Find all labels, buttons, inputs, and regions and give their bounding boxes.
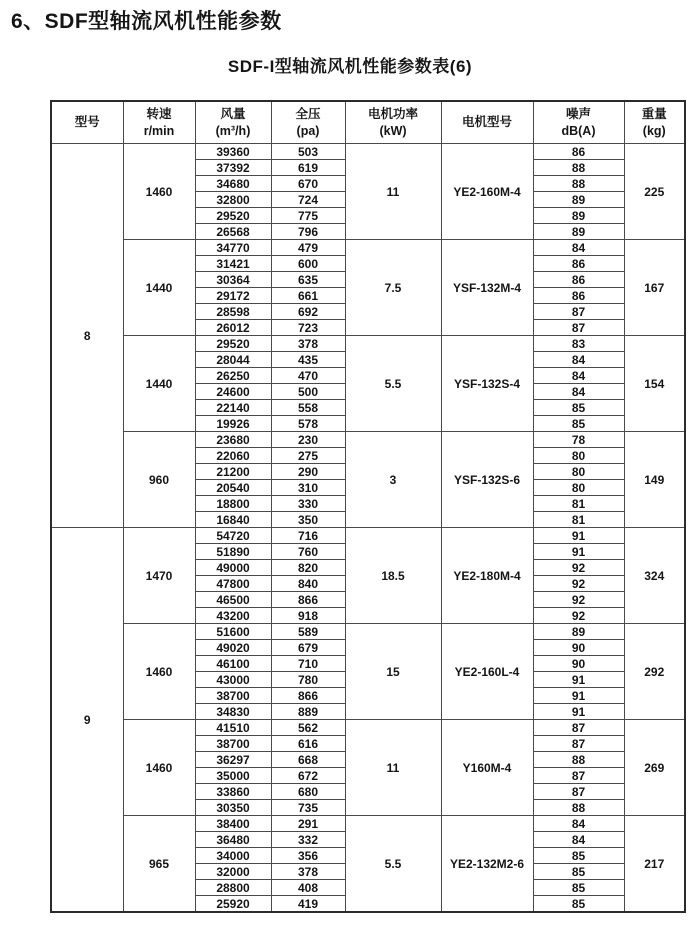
noise-cell: 92 bbox=[533, 576, 624, 592]
pressure-cell: 680 bbox=[271, 784, 345, 800]
table-row bbox=[51, 624, 685, 640]
airflow-cell: 37392 bbox=[195, 160, 271, 176]
pressure-cell: 670 bbox=[271, 176, 345, 192]
column-header-0 bbox=[51, 101, 123, 144]
noise-cell: 87 bbox=[533, 720, 624, 736]
pressure-cell: 408 bbox=[271, 880, 345, 896]
airflow-cell: 26250 bbox=[195, 368, 271, 384]
airflow-cell: 38700 bbox=[195, 688, 271, 704]
table-body bbox=[51, 144, 685, 913]
weight-cell: 225 bbox=[624, 144, 685, 240]
noise-cell: 92 bbox=[533, 592, 624, 608]
noise-cell: 91 bbox=[533, 704, 624, 720]
noise-cell: 87 bbox=[533, 304, 624, 320]
pressure-cell: 435 bbox=[271, 352, 345, 368]
column-header-7 bbox=[624, 101, 685, 144]
airflow-cell: 25920 bbox=[195, 896, 271, 913]
airflow-cell: 43200 bbox=[195, 608, 271, 624]
pressure-cell: 503 bbox=[271, 144, 345, 160]
noise-cell: 89 bbox=[533, 192, 624, 208]
pressure-cell: 796 bbox=[271, 224, 345, 240]
pressure-cell: 735 bbox=[271, 800, 345, 816]
noise-cell: 84 bbox=[533, 384, 624, 400]
column-header-2 bbox=[195, 101, 271, 144]
airflow-cell: 22060 bbox=[195, 448, 271, 464]
airflow-cell: 38400 bbox=[195, 816, 271, 832]
noise-cell: 85 bbox=[533, 416, 624, 432]
column-header-unit: dB(A) bbox=[561, 123, 596, 138]
speed-cell: 1440 bbox=[123, 240, 195, 336]
power-cell: 11 bbox=[345, 144, 441, 240]
pressure-cell: 723 bbox=[271, 320, 345, 336]
airflow-cell: 28598 bbox=[195, 304, 271, 320]
column-header-unit: (kg) bbox=[642, 123, 666, 138]
airflow-cell: 34680 bbox=[195, 176, 271, 192]
noise-cell: 91 bbox=[533, 528, 624, 544]
column-header-1 bbox=[123, 101, 195, 144]
motor-model-cell: YSF-132S-6 bbox=[441, 432, 533, 528]
header-row bbox=[51, 101, 685, 144]
pressure-cell: 661 bbox=[271, 288, 345, 304]
pressure-cell: 589 bbox=[271, 624, 345, 640]
pressure-cell: 760 bbox=[271, 544, 345, 560]
airflow-cell: 36297 bbox=[195, 752, 271, 768]
airflow-cell: 18800 bbox=[195, 496, 271, 512]
airflow-cell: 26012 bbox=[195, 320, 271, 336]
pressure-cell: 330 bbox=[271, 496, 345, 512]
pressure-cell: 668 bbox=[271, 752, 345, 768]
pressure-cell: 470 bbox=[271, 368, 345, 384]
pressure-cell: 310 bbox=[271, 480, 345, 496]
airflow-cell: 54720 bbox=[195, 528, 271, 544]
airflow-cell: 26568 bbox=[195, 224, 271, 240]
pressure-cell: 619 bbox=[271, 160, 345, 176]
noise-cell: 88 bbox=[533, 800, 624, 816]
pressure-cell: 866 bbox=[271, 688, 345, 704]
airflow-cell: 47800 bbox=[195, 576, 271, 592]
airflow-cell: 36480 bbox=[195, 832, 271, 848]
weight-cell: 167 bbox=[624, 240, 685, 336]
pressure-cell: 290 bbox=[271, 464, 345, 480]
pressure-cell: 724 bbox=[271, 192, 345, 208]
noise-cell: 92 bbox=[533, 608, 624, 624]
speed-cell: 960 bbox=[123, 432, 195, 528]
weight-cell: 154 bbox=[624, 336, 685, 432]
pressure-cell: 716 bbox=[271, 528, 345, 544]
airflow-cell: 34770 bbox=[195, 240, 271, 256]
speed-cell: 1460 bbox=[123, 144, 195, 240]
weight-cell: 149 bbox=[624, 432, 685, 528]
airflow-cell: 46500 bbox=[195, 592, 271, 608]
noise-cell: 84 bbox=[533, 368, 624, 384]
power-cell: 11 bbox=[345, 720, 441, 816]
airflow-cell: 29520 bbox=[195, 336, 271, 352]
column-header-unit: (m³/h) bbox=[215, 123, 251, 138]
noise-cell: 85 bbox=[533, 848, 624, 864]
speed-cell: 1460 bbox=[123, 624, 195, 720]
model-cell: 9 bbox=[51, 528, 123, 913]
noise-cell: 80 bbox=[533, 464, 624, 480]
column-header-3 bbox=[271, 101, 345, 144]
noise-cell: 90 bbox=[533, 656, 624, 672]
pressure-cell: 479 bbox=[271, 240, 345, 256]
airflow-cell: 51600 bbox=[195, 624, 271, 640]
column-header-label: 转速 bbox=[146, 107, 172, 122]
pressure-cell: 332 bbox=[271, 832, 345, 848]
noise-cell: 85 bbox=[533, 400, 624, 416]
pressure-cell: 775 bbox=[271, 208, 345, 224]
pressure-cell: 356 bbox=[271, 848, 345, 864]
noise-cell: 88 bbox=[533, 160, 624, 176]
pressure-cell: 840 bbox=[271, 576, 345, 592]
noise-cell: 88 bbox=[533, 752, 624, 768]
pressure-cell: 780 bbox=[271, 672, 345, 688]
noise-cell: 81 bbox=[533, 512, 624, 528]
motor-model-cell: YSF-132S-4 bbox=[441, 336, 533, 432]
airflow-cell: 49000 bbox=[195, 560, 271, 576]
pressure-cell: 679 bbox=[271, 640, 345, 656]
column-header-unit: (pa) bbox=[296, 123, 320, 138]
power-cell: 5.5 bbox=[345, 336, 441, 432]
noise-cell: 86 bbox=[533, 288, 624, 304]
airflow-cell: 19926 bbox=[195, 416, 271, 432]
pressure-cell: 578 bbox=[271, 416, 345, 432]
noise-cell: 87 bbox=[533, 320, 624, 336]
noise-cell: 84 bbox=[533, 352, 624, 368]
airflow-cell: 29520 bbox=[195, 208, 271, 224]
noise-cell: 86 bbox=[533, 272, 624, 288]
airflow-cell: 38700 bbox=[195, 736, 271, 752]
fan-performance-table bbox=[50, 100, 686, 913]
noise-cell: 92 bbox=[533, 560, 624, 576]
noise-cell: 87 bbox=[533, 768, 624, 784]
model-cell: 8 bbox=[51, 144, 123, 528]
weight-cell: 324 bbox=[624, 528, 685, 624]
pressure-cell: 275 bbox=[271, 448, 345, 464]
airflow-cell: 39360 bbox=[195, 144, 271, 160]
noise-cell: 80 bbox=[533, 480, 624, 496]
column-header-5 bbox=[441, 101, 533, 144]
pressure-cell: 562 bbox=[271, 720, 345, 736]
pressure-cell: 600 bbox=[271, 256, 345, 272]
power-cell: 5.5 bbox=[345, 816, 441, 913]
power-cell: 15 bbox=[345, 624, 441, 720]
pressure-cell: 866 bbox=[271, 592, 345, 608]
airflow-cell: 24600 bbox=[195, 384, 271, 400]
motor-model-cell: YE2-180M-4 bbox=[441, 528, 533, 624]
speed-cell: 965 bbox=[123, 816, 195, 913]
power-cell: 7.5 bbox=[345, 240, 441, 336]
motor-model-cell: YE2-132M2-6 bbox=[441, 816, 533, 913]
noise-cell: 86 bbox=[533, 256, 624, 272]
airflow-cell: 29172 bbox=[195, 288, 271, 304]
column-header-4 bbox=[345, 101, 441, 144]
pressure-cell: 291 bbox=[271, 816, 345, 832]
pressure-cell: 558 bbox=[271, 400, 345, 416]
airflow-cell: 28044 bbox=[195, 352, 271, 368]
table-title: SDF-I型轴流风机性能参数表(6) bbox=[227, 57, 473, 76]
airflow-cell: 51890 bbox=[195, 544, 271, 560]
pressure-cell: 500 bbox=[271, 384, 345, 400]
pressure-cell: 350 bbox=[271, 512, 345, 528]
pressure-cell: 230 bbox=[271, 432, 345, 448]
column-header-unit: r/min bbox=[143, 123, 175, 138]
noise-cell: 84 bbox=[533, 240, 624, 256]
noise-cell: 91 bbox=[533, 544, 624, 560]
airflow-cell: 34000 bbox=[195, 848, 271, 864]
column-header-label: 重量 bbox=[641, 107, 667, 122]
airflow-cell: 28800 bbox=[195, 880, 271, 896]
noise-cell: 85 bbox=[533, 880, 624, 896]
airflow-cell: 30364 bbox=[195, 272, 271, 288]
column-header-label: 风量 bbox=[220, 107, 246, 122]
airflow-cell: 33860 bbox=[195, 784, 271, 800]
power-cell: 18.5 bbox=[345, 528, 441, 624]
noise-cell: 89 bbox=[533, 208, 624, 224]
noise-cell: 89 bbox=[533, 224, 624, 240]
table-row bbox=[51, 816, 685, 832]
motor-model-cell: YSF-132M-4 bbox=[441, 240, 533, 336]
airflow-cell: 23680 bbox=[195, 432, 271, 448]
table-row bbox=[51, 336, 685, 352]
noise-cell: 91 bbox=[533, 672, 624, 688]
table-row bbox=[51, 240, 685, 256]
motor-model-cell: YE2-160L-4 bbox=[441, 624, 533, 720]
power-cell: 3 bbox=[345, 432, 441, 528]
airflow-cell: 41510 bbox=[195, 720, 271, 736]
pressure-cell: 419 bbox=[271, 896, 345, 913]
noise-cell: 91 bbox=[533, 688, 624, 704]
airflow-cell: 43000 bbox=[195, 672, 271, 688]
airflow-cell: 21200 bbox=[195, 464, 271, 480]
motor-model-cell: Y160M-4 bbox=[441, 720, 533, 816]
speed-cell: 1470 bbox=[123, 528, 195, 624]
airflow-cell: 32000 bbox=[195, 864, 271, 880]
column-header-label: 噪声 bbox=[565, 107, 591, 122]
noise-cell: 81 bbox=[533, 496, 624, 512]
column-header-label: 电机功率 bbox=[367, 107, 418, 122]
noise-cell: 83 bbox=[533, 336, 624, 352]
table-row bbox=[51, 720, 685, 736]
pressure-cell: 820 bbox=[271, 560, 345, 576]
pressure-cell: 378 bbox=[271, 864, 345, 880]
column-header-label: 全压 bbox=[295, 107, 321, 122]
column-header-unit: (kW) bbox=[379, 123, 407, 138]
table-row bbox=[51, 144, 685, 160]
column-header-label: 型号 bbox=[74, 115, 100, 130]
table-row bbox=[51, 432, 685, 448]
pressure-cell: 692 bbox=[271, 304, 345, 320]
pressure-cell: 672 bbox=[271, 768, 345, 784]
airflow-cell: 20540 bbox=[195, 480, 271, 496]
noise-cell: 88 bbox=[533, 176, 624, 192]
weight-cell: 217 bbox=[624, 816, 685, 913]
motor-model-cell: YE2-160M-4 bbox=[441, 144, 533, 240]
pressure-cell: 378 bbox=[271, 336, 345, 352]
page-title: 6、SDF型轴流风机性能参数 bbox=[11, 10, 282, 33]
airflow-cell: 34830 bbox=[195, 704, 271, 720]
column-header-6 bbox=[533, 101, 624, 144]
noise-cell: 90 bbox=[533, 640, 624, 656]
airflow-cell: 31421 bbox=[195, 256, 271, 272]
noise-cell: 80 bbox=[533, 448, 624, 464]
airflow-cell: 30350 bbox=[195, 800, 271, 816]
noise-cell: 78 bbox=[533, 432, 624, 448]
column-header-label: 电机型号 bbox=[461, 115, 512, 130]
pressure-cell: 889 bbox=[271, 704, 345, 720]
airflow-cell: 49020 bbox=[195, 640, 271, 656]
noise-cell: 84 bbox=[533, 832, 624, 848]
table-row bbox=[51, 528, 685, 544]
noise-cell: 87 bbox=[533, 736, 624, 752]
weight-cell: 269 bbox=[624, 720, 685, 816]
airflow-cell: 16840 bbox=[195, 512, 271, 528]
noise-cell: 87 bbox=[533, 784, 624, 800]
weight-cell: 292 bbox=[624, 624, 685, 720]
pressure-cell: 918 bbox=[271, 608, 345, 624]
noise-cell: 86 bbox=[533, 144, 624, 160]
noise-cell: 89 bbox=[533, 624, 624, 640]
speed-cell: 1460 bbox=[123, 720, 195, 816]
airflow-cell: 35000 bbox=[195, 768, 271, 784]
airflow-cell: 32800 bbox=[195, 192, 271, 208]
pressure-cell: 635 bbox=[271, 272, 345, 288]
pressure-cell: 616 bbox=[271, 736, 345, 752]
table-header bbox=[51, 101, 685, 144]
noise-cell: 85 bbox=[533, 896, 624, 913]
noise-cell: 84 bbox=[533, 816, 624, 832]
airflow-cell: 22140 bbox=[195, 400, 271, 416]
speed-cell: 1440 bbox=[123, 336, 195, 432]
pressure-cell: 710 bbox=[271, 656, 345, 672]
noise-cell: 85 bbox=[533, 864, 624, 880]
airflow-cell: 46100 bbox=[195, 656, 271, 672]
